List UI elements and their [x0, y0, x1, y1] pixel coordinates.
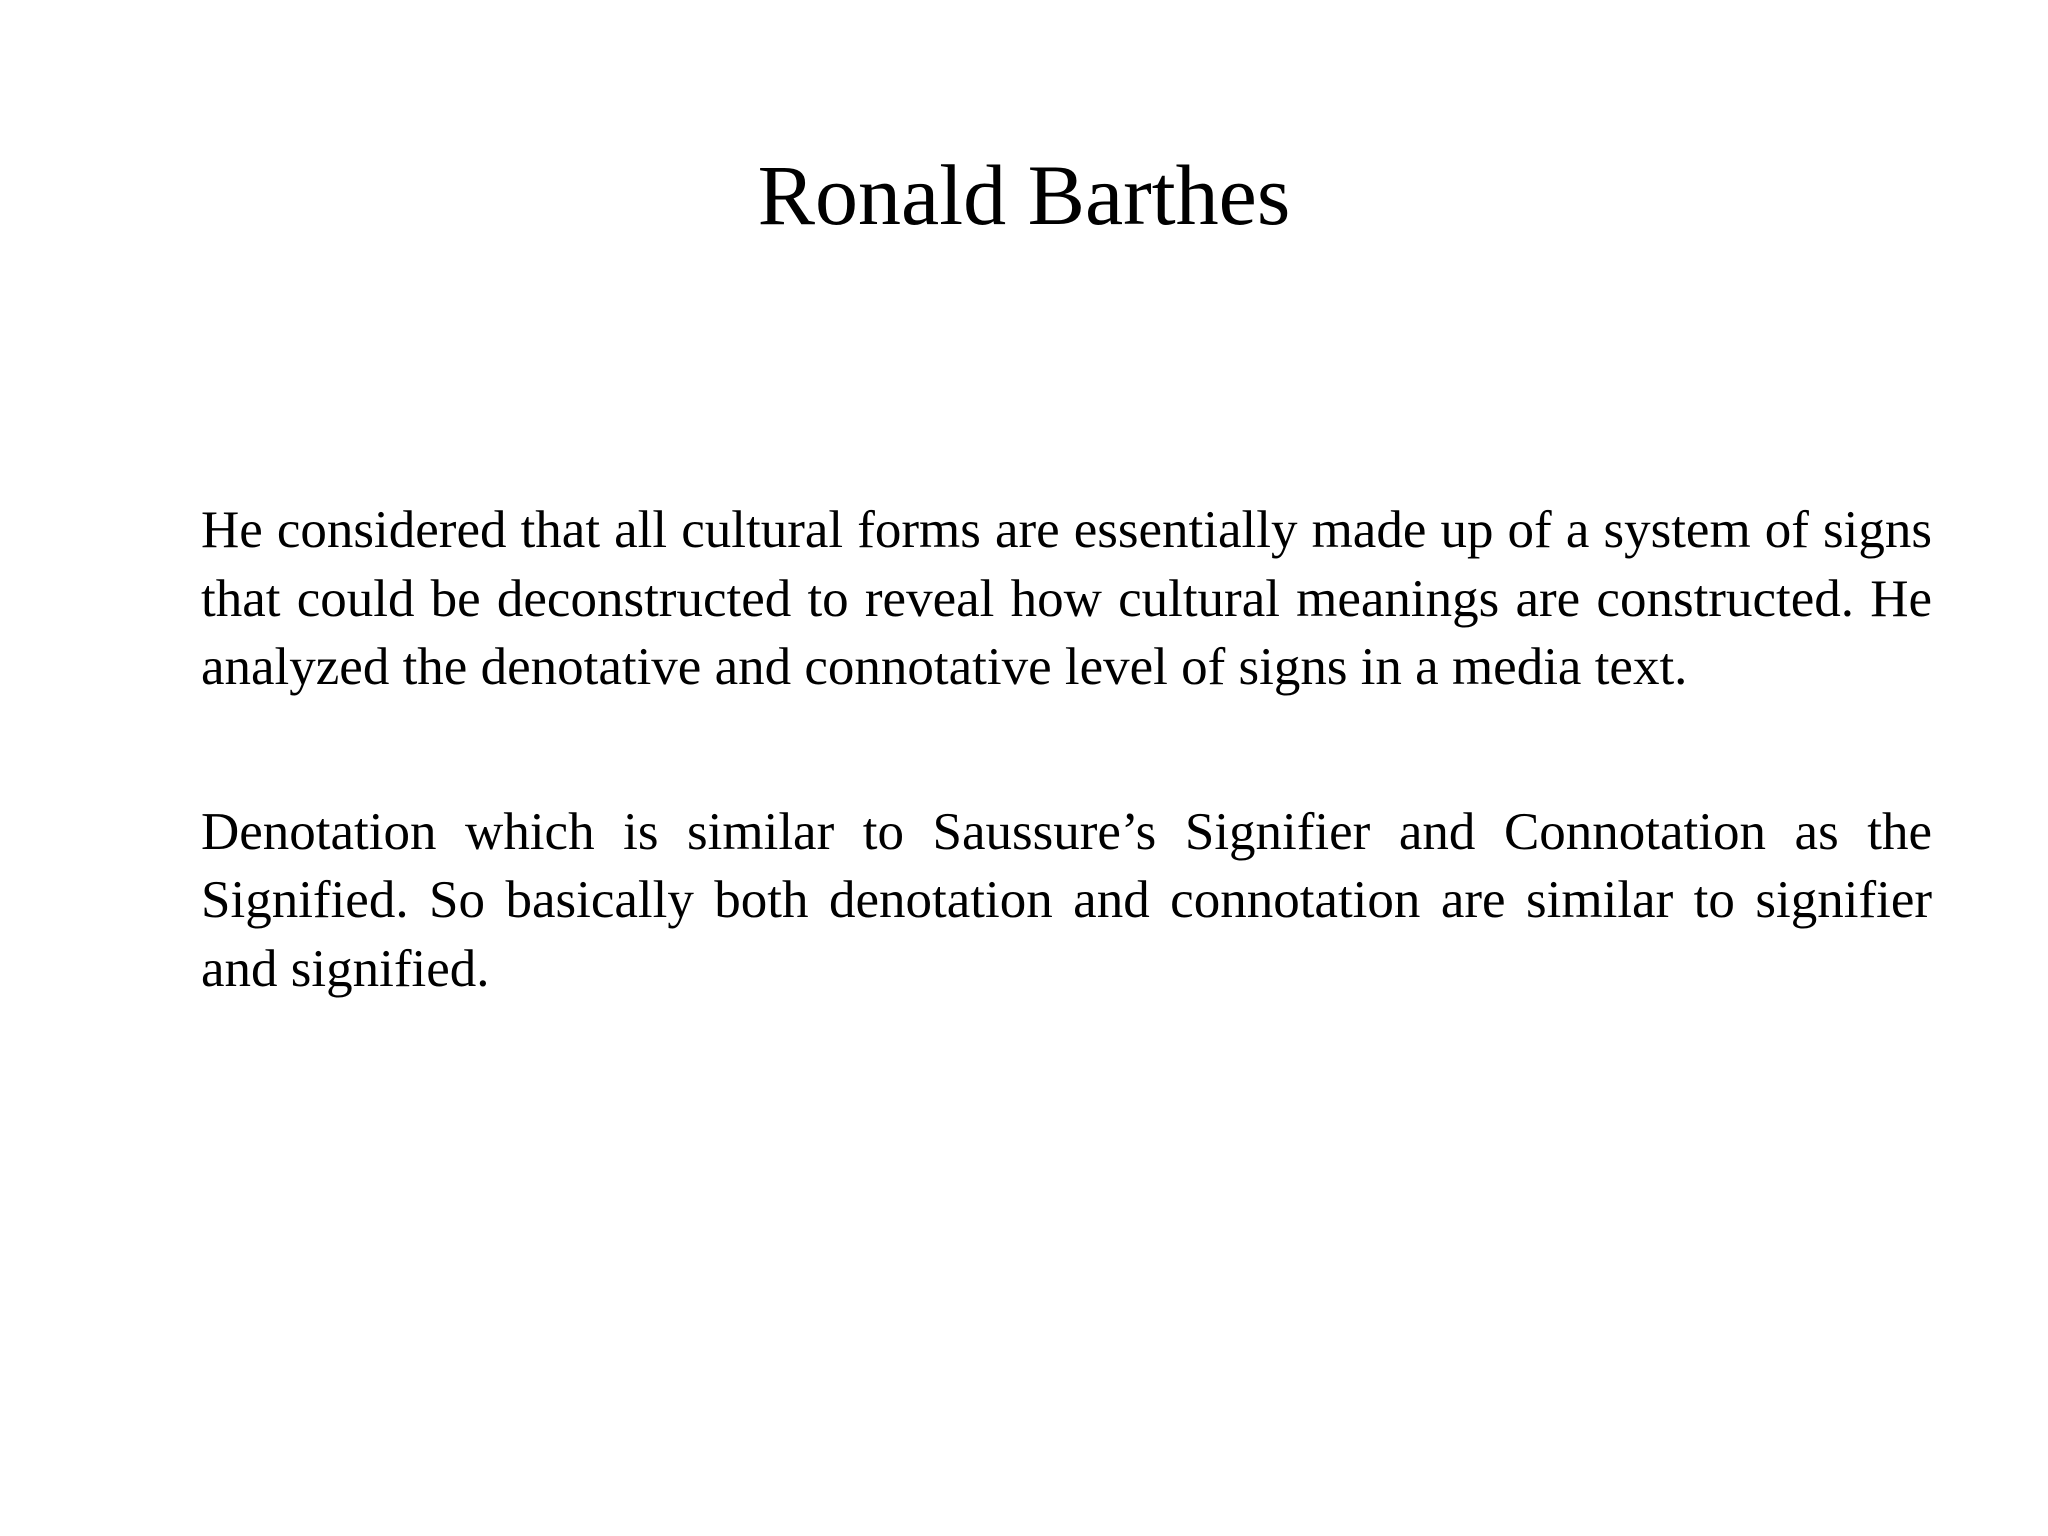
paragraph-denotation-connotation: Denotation which is similar to Saussure’s Signifier and Connotation as the Signified. So basically both denotation and connotation are similar to signifier and signified.: [201, 802, 1932, 998]
slide-body: [201, 496, 1932, 1003]
slide-title: Ronald Barthes: [757, 147, 1291, 243]
paragraph-barthes-cultural-forms: He considered that all cultural forms are essentially made up of a system of signs that could be deconstructed to reveal how cultural meanings are constructed. He analyzed the denotative and connotative level of signs in a media text.: [201, 501, 1932, 696]
